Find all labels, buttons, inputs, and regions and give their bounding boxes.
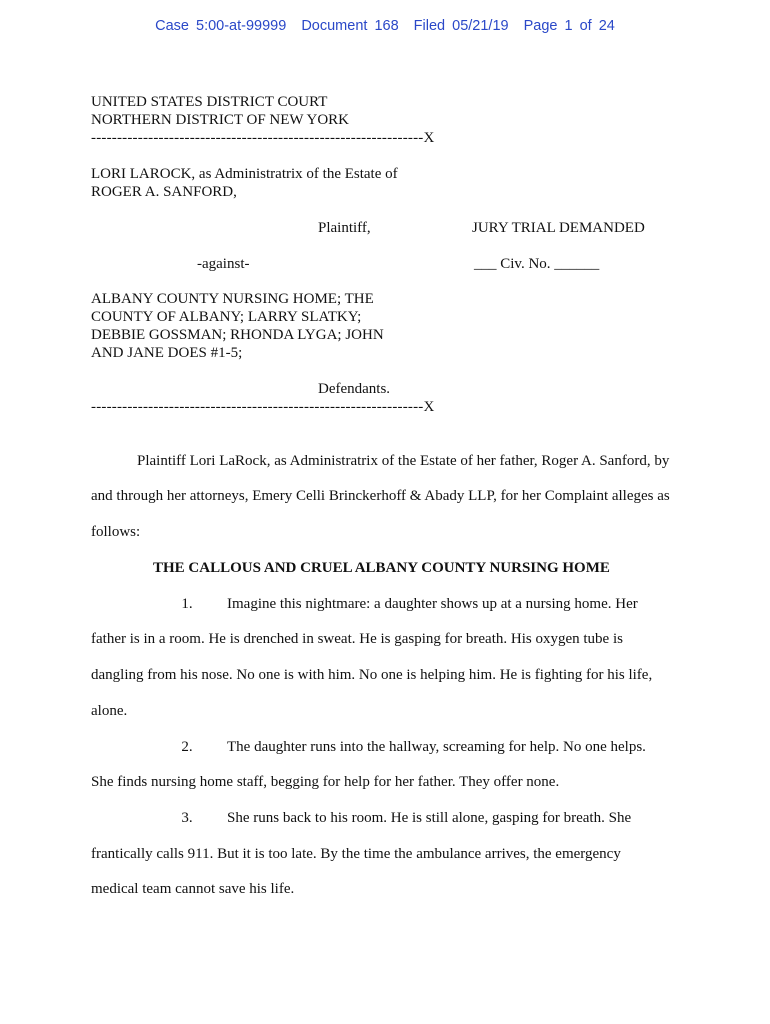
paragraph-3-number: 3. <box>181 810 193 826</box>
plaintiff-name-line2: ROGER A. SANFORD, <box>91 184 237 200</box>
filed-date: Filed 05/21/19 <box>413 18 509 34</box>
plaintiff-label: Plaintiff, <box>318 220 371 236</box>
paragraph-2-number: 2. <box>181 739 193 755</box>
caption-separator-bottom: ----------------------------------------------------------------X <box>91 399 435 415</box>
paragraph-2-line1: The daughter runs into the hallway, screaming for help. No one helps. <box>227 739 646 755</box>
filing-header <box>0 17 770 35</box>
paragraph-3-line2: frantically calls 911. But it is too late. By the time the ambulance arrives, the emergency <box>91 846 621 862</box>
court-name-line1: UNITED STATES DISTRICT COURT <box>91 94 328 110</box>
paragraph-2-line2: She finds nursing home staff, begging for help for her father. They offer none. <box>91 774 560 790</box>
caption-separator-top: ----------------------------------------------------------------X <box>91 130 435 146</box>
paragraph-1-number: 1. <box>181 596 193 612</box>
civil-number: ___ Civ. No. ______ <box>474 256 600 272</box>
jury-demand: JURY TRIAL DEMANDED <box>472 220 645 236</box>
document-number: Document 168 <box>301 18 399 34</box>
paragraph-1-line3: dangling from his nose. No one is with him. No one is helping him. He is fighting for his life, <box>91 667 653 683</box>
defendants-label: Defendants. <box>318 381 391 397</box>
court-name-line2: NORTHERN DISTRICT OF NEW YORK <box>91 112 349 128</box>
paragraph-3-line3: medical team cannot save his life. <box>91 881 295 897</box>
defendants-line2: COUNTY OF ALBANY; LARRY SLATKY; <box>91 309 362 325</box>
section-heading: THE CALLOUS AND CRUEL ALBANY COUNTY NURSING HOME <box>153 560 610 576</box>
plaintiff-name-line1: LORI LAROCK, as Administratrix of the Estate of <box>91 166 398 182</box>
defendants-line4: AND JANE DOES #1-5; <box>91 345 243 361</box>
intro-line3: follows: <box>91 524 141 540</box>
paragraph-1-line4: alone. <box>91 703 128 719</box>
against-label: -against- <box>197 256 250 272</box>
paragraph-3-line1: She runs back to his room. He is still alone, gasping for breath. She <box>227 810 632 826</box>
intro-line2: and through her attorneys, Emery Celli Brinckerhoff & Abady LLP, for her Complaint alleges as <box>91 488 670 504</box>
page-indicator: Page 1 of 24 <box>523 18 615 34</box>
paragraph-1-line2: father is in a room. He is drenched in sweat. He is gasping for breath. His oxygen tube is <box>91 631 623 647</box>
paragraph-1-line1: Imagine this nightmare: a daughter shows up at a nursing home. Her <box>227 596 638 612</box>
intro-line1: Plaintiff Lori LaRock, as Administratrix of the Estate of her father, Roger A. Sanford, by <box>137 453 670 469</box>
case-number: Case 5:00-at-99999 <box>155 18 287 34</box>
defendants-line3: DEBBIE GOSSMAN; RHONDA LYGA; JOHN <box>91 327 384 343</box>
defendants-line1: ALBANY COUNTY NURSING HOME; THE <box>91 291 374 307</box>
